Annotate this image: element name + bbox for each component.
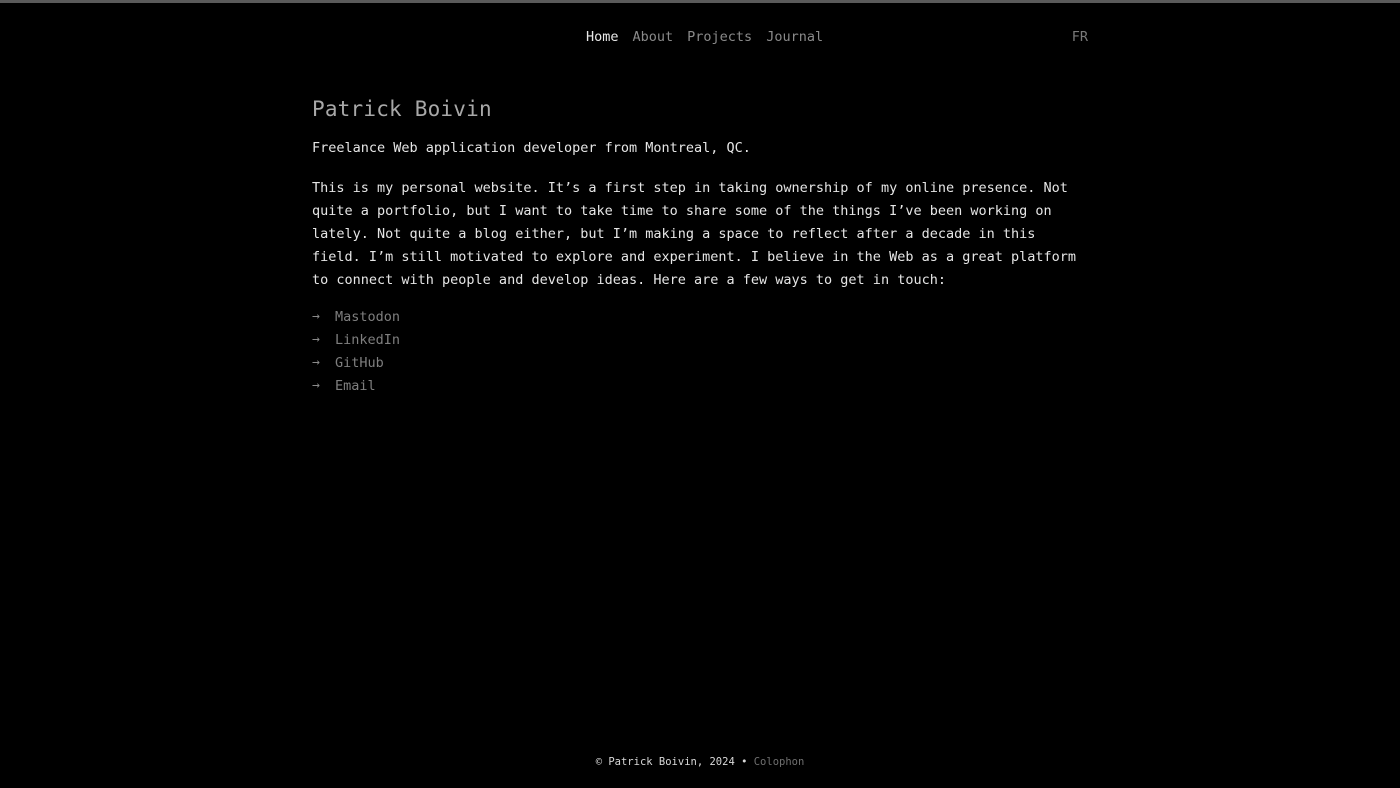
github-link[interactable]: GitHub xyxy=(335,354,384,371)
colophon-link[interactable]: Colophon xyxy=(753,756,805,768)
list-item xyxy=(312,374,1092,397)
email-link[interactable]: Email xyxy=(335,377,376,394)
linkedin-link[interactable]: LinkedIn xyxy=(335,331,401,348)
arrow-right-icon: → xyxy=(312,332,320,347)
page-title: Patrick Boivin xyxy=(312,97,492,121)
top-accent-bar xyxy=(0,0,1400,3)
nav-item-projects[interactable]: Projects xyxy=(687,29,753,45)
main-content xyxy=(312,94,1092,397)
site-footer xyxy=(0,754,1400,770)
language-toggle[interactable]: FR xyxy=(1071,29,1088,45)
nav-item-about[interactable]: About xyxy=(632,29,674,45)
nav-item-home[interactable]: Home xyxy=(586,29,619,45)
tagline: Freelance Web application developer from Montreal, QC. xyxy=(312,140,751,156)
mastodon-link[interactable]: Mastodon xyxy=(335,308,401,325)
list-item xyxy=(312,328,1092,351)
intro-paragraph: This is my personal website. It’s a first step in taking ownership of my online presence. Not quite a portfolio, but I want to take time to share some of the things I’ve been working on lately. Not quite a blog either, but I’m making a space to reflect after a decade in this field. I’m still motivated to explore and experiment. I believe in the Web as a great platform to connect with people and develop ideas. Here are a few ways to get in touch: xyxy=(312,180,1077,288)
copyright-text: © Patrick Boivin, 2024 • xyxy=(595,756,748,768)
arrow-right-icon: → xyxy=(312,355,320,370)
list-item xyxy=(312,351,1092,374)
nav-links xyxy=(586,27,823,47)
arrow-right-icon: → xyxy=(312,378,320,393)
main-nav xyxy=(0,27,1400,47)
nav-item-journal[interactable]: Journal xyxy=(766,29,824,45)
list-item xyxy=(312,305,1092,328)
arrow-right-icon: → xyxy=(312,309,320,324)
contact-links-list xyxy=(312,305,1092,397)
